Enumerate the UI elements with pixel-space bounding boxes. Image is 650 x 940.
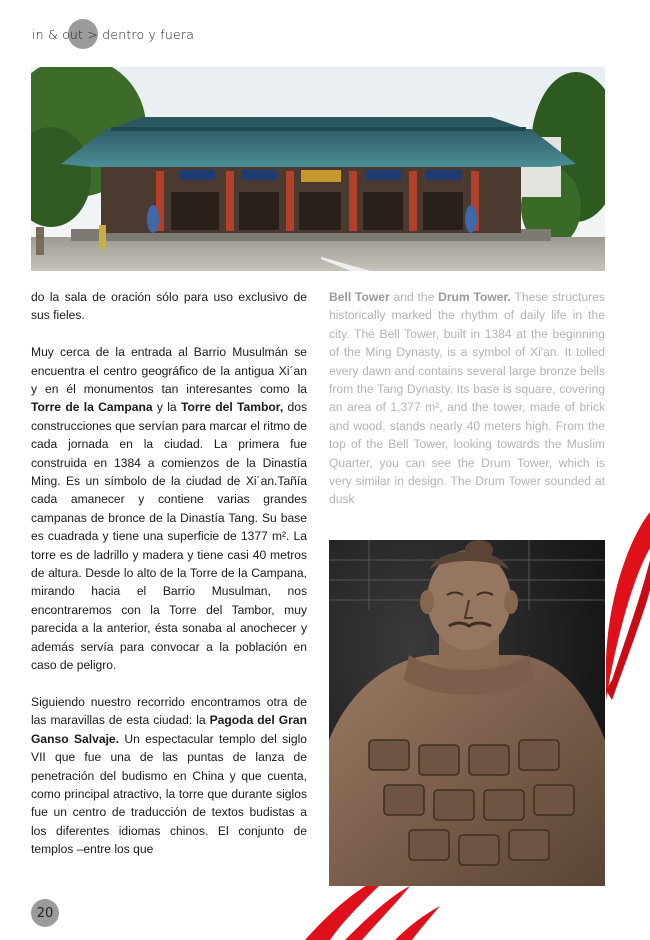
paragraph-3-text-c: Un espectacular templo del siglo VII que fue una de las puntas de lanza de penetración del budismo en China y que cuenta, como principal atractivo, la torre que durante siglos fue un centro de traducción de textos budistas a los diferentes idiomas chinos. El conjunto de templos –entre los que: [31, 731, 307, 857]
paragraph-2-text-a: Muy cerca de la entrada al Barrio Musulmán se encuentra el centro geográfico de la antigua Xi´an y en él monumentos tan interesantes como la: [31, 345, 307, 397]
mosque-illustration: [31, 67, 605, 271]
paragraph-2: [31, 343, 307, 674]
mosque-photo: [31, 67, 605, 271]
paragraph-3: [31, 693, 307, 859]
spanish-article-column: [31, 288, 307, 877]
drum-tower-name-en: Drum Tower.: [438, 290, 511, 304]
paragraph-2-text-d: dos construcciones que servían para marcar el ritmo de cada jornada en la ciudad. La primera fue construida en 1384 a comienzos de la Dinastía Ming. Es un símbolo de la ciudad de Xi´an.Tañía cada amanecer y contiene varias grandes campanas de bronce de la Dinastía Tang. Su base es cuadrada y tiene una superficie de 1377 m². La torre es de ladrillo y madera y tiene casi 40 metros de altura. Desde lo alto de la Torre de la Campana, mirando hacia el Barrio Musulman, nos encontraremos con la Torre del Tambor, muy parecida a la anterior, ésta sonaba al anochecer y además servía para convocar a la población en caso de peligro.: [31, 400, 308, 673]
paragraph-1: [31, 288, 307, 325]
english-paragraph: [329, 288, 605, 509]
paragraph-2-text-c: y la: [152, 400, 181, 415]
english-text-1: and the: [389, 290, 439, 304]
page-number-badge: [31, 899, 59, 927]
bell-tower-name: Torre de la Campana: [31, 400, 153, 415]
english-article-column: [329, 288, 605, 509]
bell-tower-name-en: Bell Tower: [329, 290, 390, 304]
terracotta-warrior-photo: [329, 540, 605, 886]
paragraph-1-text: do la sala de oración sólo para uso exclusivo de sus fieles.: [31, 290, 307, 323]
paragraph-3-text-a: Siguiendo nuestro recorrido encontramos otra de las maravillas de esta ciudad: la: [31, 694, 307, 728]
section-title: in & out > dentro y fuera: [32, 26, 195, 42]
drum-tower-name: Torre del Tambor,: [180, 400, 284, 415]
terracotta-warrior-illustration: [329, 540, 605, 886]
english-text-2: These structures historically marked the rhythm of daily life in the city. The Bell Tower, built in 1384 at the beginning of the Ming Dynasty, is a symbol of Xi'an. It tolled every dawn and contains several large bronze bells from the Tang Dynasty. Its base is square, covering an area of 1,377 m², and the tower, made of brick and wood, stands nearly 40 meters high. From the top of the Bell Tower, looking towards the Muslim Quarter, you can see the Drum Tower, which is very similar in design. The Drum Tower sounded at dusk: [329, 290, 605, 507]
section-header: [32, 19, 194, 49]
page-number: 20: [36, 905, 54, 921]
pagoda-name: Pagoda del Gran Ganso Salvaje.: [31, 713, 307, 746]
